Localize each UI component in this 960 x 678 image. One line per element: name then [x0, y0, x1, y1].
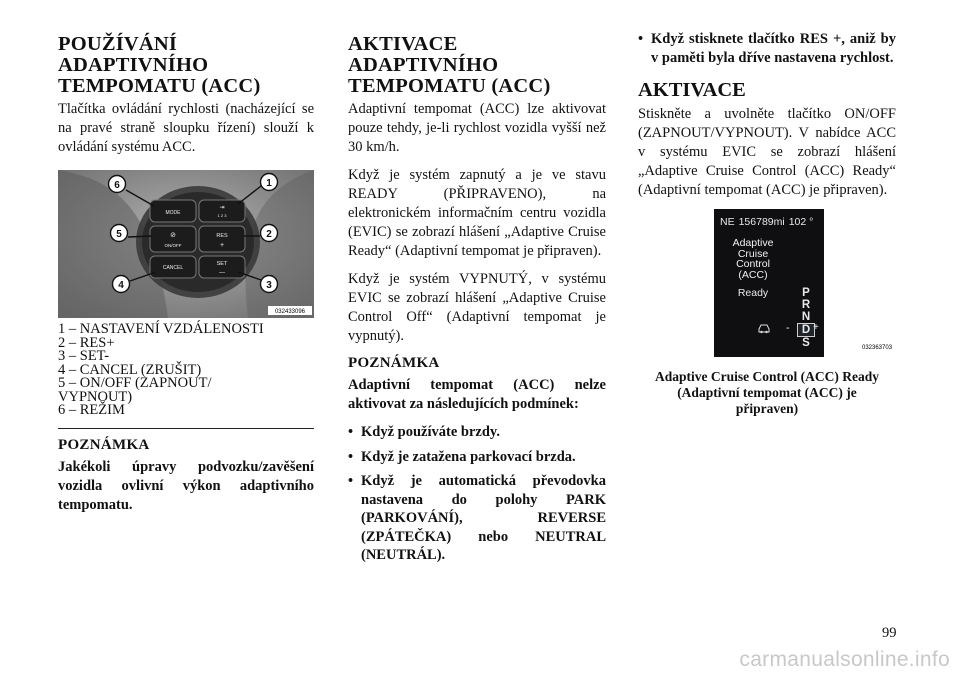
heading-line: POUŽÍVÁNÍ [58, 33, 178, 55]
minus-indicator: - [786, 322, 790, 334]
svg-text:5: 5 [116, 229, 122, 240]
figure-caption [638, 369, 896, 417]
intro-paragraph: Tlačítka ovládání rychlosti (nacházející se na pravé straně sloupku řízení) slouží k ovládání systému ACC. [58, 101, 314, 155]
acc-message-line: (ACC) [738, 268, 768, 281]
left-column [58, 30, 314, 524]
section-heading-usage [58, 34, 314, 97]
divider [58, 428, 314, 429]
svg-text:MODE: MODE [165, 210, 181, 216]
heading-line: ADAPTIVNÍHO [58, 54, 209, 76]
ready-status: Ready [737, 287, 769, 299]
compass-readout: NE [720, 216, 735, 228]
acc-message [714, 238, 792, 280]
legend-item: 1 – NASTAVENÍ VZDÁLENOSTI [58, 321, 264, 337]
svg-text:1 2 3: 1 2 3 [217, 213, 227, 218]
gear-indicator [797, 287, 815, 349]
steering-wheel-controls-figure [58, 170, 314, 318]
evic-screen [714, 209, 824, 357]
set-button [199, 256, 245, 278]
plus-indicator: + [813, 322, 819, 333]
acc-message-line: Adaptive [732, 237, 774, 249]
note-text: Jakékoli úpravy podvozku/zavěšení vozidla ovlivní výkon adaptivního tempomatu. [58, 458, 314, 513]
legend-item: 3 – SET- [58, 348, 110, 364]
svg-text:+: + [219, 242, 225, 249]
caption-line: Adaptive Cruise Control (ACC) Ready [655, 369, 879, 384]
temperature-readout: 102 ° [788, 216, 814, 228]
gear-n: N [801, 311, 811, 323]
list-item: • Když je zatažena parkovací brzda. [348, 448, 606, 467]
svg-text:⊘: ⊘ [170, 231, 176, 239]
caption-line: připraven) [735, 401, 799, 416]
svg-text:SET: SET [216, 261, 228, 267]
res-button [199, 226, 245, 252]
status-bar [720, 216, 817, 228]
svg-text:6: 6 [114, 180, 120, 191]
figure-code: 032433096 [274, 309, 306, 315]
legend-item: 2 – RES+ [58, 334, 115, 351]
heading-line: TEMPOMATU (ACC) [348, 75, 551, 97]
evic-display-figure [714, 209, 893, 357]
svg-text:⇥: ⇥ [219, 205, 225, 211]
callout-1 [261, 174, 278, 191]
gear-p: P [802, 287, 810, 299]
legend-item: 5 – ON/OFF (ZAPNOUT/ [58, 375, 212, 391]
callout-4 [113, 276, 130, 293]
callout-2 [261, 225, 278, 242]
right-column [638, 30, 896, 417]
condition-list-continued [638, 30, 896, 67]
callout-3 [261, 276, 278, 293]
legend-item: VYPNOUT) [58, 388, 133, 405]
list-item: • Když stisknete tlačítko RES +, aniž by v paměti byla dříve nastavena rychlost. [638, 30, 896, 67]
callout-6 [109, 176, 126, 193]
middle-column [348, 30, 606, 571]
condition-list [348, 423, 606, 565]
svg-text:CANCEL: CANCEL [162, 265, 184, 271]
watermark: carmanualsonline.info [739, 648, 950, 671]
acc-message-line: Cruise [737, 247, 769, 260]
paragraph: Když je systém VYPNUTÝ, v systému EVIC se zobrazí hlášení „Adaptive Cruise Control Off“ (Adaptivní tempomat je vypnutý). [348, 271, 606, 344]
acc-message-line: Control [736, 258, 770, 270]
page-number: 99 [882, 625, 897, 641]
onoff-button [150, 226, 196, 252]
note-heading: POZNÁMKA [58, 436, 150, 453]
car-sensor-icon [756, 321, 772, 333]
cancel-button [150, 256, 196, 278]
figure-code: 032363703 [862, 345, 893, 351]
paragraph: Stiskněte a uvolněte tlačítko ON/OFF (ZAPNOUT/VYPNOUT). V nabídce ACC v systému EVIC se zobrazí hlášení „Adaptive Cruise Control (ACC) Ready“ (Adaptivní tempomat (ACC) je připraven). [638, 106, 896, 198]
legend-item: 6 – REŽIM [58, 402, 125, 418]
gear-d-selected: D [797, 323, 815, 337]
gear-r: R [801, 299, 811, 311]
svg-text:2: 2 [266, 229, 272, 240]
list-item: • Když je automatická převodovka nastavena do polohy PARK (PARKOVÁNÍ), REVERSE (ZPÁTEČKA) nebo NEUTRAL (NEUTRÁL). [348, 472, 606, 565]
note-intro: Adaptivní tempomat (ACC) nelze aktivovat za následujících podmínek: [348, 377, 606, 412]
gear-s: S [802, 337, 810, 349]
svg-text:1: 1 [266, 178, 272, 189]
svg-text:RES: RES [216, 233, 228, 239]
heading-line: ADAPTIVNÍHO [348, 54, 499, 76]
svg-text:3: 3 [266, 280, 272, 291]
list-item: • Když používáte brzdy. [348, 423, 606, 442]
svg-text:4: 4 [118, 280, 124, 291]
mode-button [150, 200, 196, 222]
paragraph: Adaptivní tempomat (ACC) lze aktivovat pouze tehdy, je-li rychlost vozidla vyšší než 30 km/h. [348, 101, 606, 155]
caption-line: (Adaptivní tempomat (ACC) je [677, 385, 857, 400]
note-heading: POZNÁMKA [348, 355, 440, 371]
svg-text:ON/OFF: ON/OFF [164, 243, 182, 248]
odometer-readout: 156789mi [738, 216, 785, 228]
legend-item: 4 – CANCEL (ZRUŠIT) [58, 361, 202, 378]
button-legend [58, 323, 314, 418]
heading-line: AKTIVACE [348, 33, 458, 55]
callout-5 [111, 225, 128, 242]
heading-line: TEMPOMATU (ACC) [58, 75, 261, 97]
section-heading-activation [348, 34, 606, 97]
paragraph: Když je systém zapnutý a je ve stavu READY (PŘIPRAVENO), na elektronickém informačním centru vozidla (EVIC) se zobrazí hlášení „Adaptive Cruise Ready“ (Adaptivní tempomat je připraven). [348, 167, 606, 259]
svg-text:—: — [219, 270, 225, 276]
section-heading-activation-steps: AKTIVACE [638, 79, 746, 101]
